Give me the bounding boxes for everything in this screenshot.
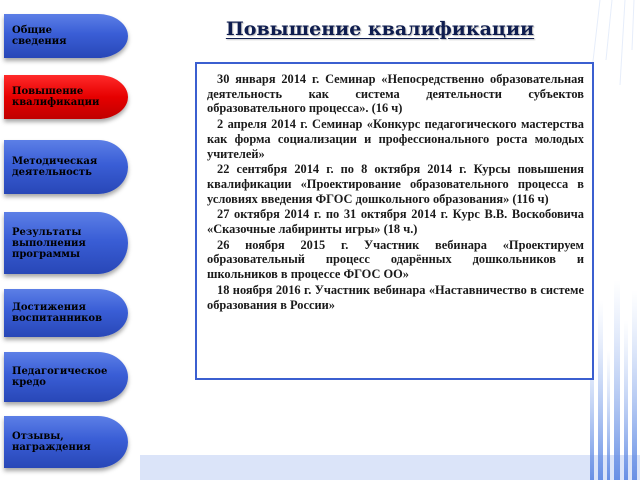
paragraph: 27 октября 2014 г. по 31 октября 2014 г. Курс В.В. Воскобовича «Сказочные лабиринты игры» (18 ч.) <box>207 207 584 237</box>
paragraph: 2 апреля 2014 г. Семинар «Конкурс педагогического мастерства как форма социализации и профессионального роста молодых учителей» <box>207 117 584 161</box>
sidebar-item-general-info[interactable] <box>4 14 128 58</box>
sidebar-item-pedagogical-credo[interactable] <box>4 352 128 402</box>
content-box <box>195 62 594 380</box>
sidebar-item-label: Общие сведения <box>12 25 67 47</box>
sidebar-item-qualification[interactable] <box>4 75 128 119</box>
paragraph: 30 января 2014 г. Семинар «Непосредственно образовательная деятельность как система деятельности субъектов образовательного процесса». (16 ч) <box>207 72 584 116</box>
paragraph: 22 сентября 2014 г. по 8 октября 2014 г. Курсы повышения квалификации «Проектирование образовательного процесса в условиях введения ФГОС дошкольного образования» (116 ч) <box>207 162 584 206</box>
paragraph: 18 ноября 2016 г. Участник вебинара «Наставничество в системе образования в России» <box>207 282 584 312</box>
sidebar-item-program-results[interactable] <box>4 212 128 274</box>
sidebar-item-label: Педагогическое кредо <box>12 366 108 388</box>
sidebar-item-methodical-activity[interactable] <box>4 140 128 194</box>
sidebar-item-label: Методическая деятельность <box>12 156 98 178</box>
paragraph: 26 ноября 2015 г. Участник вебинара «Проектируем образовательный процесс одарённых дошкольников и школьников в процессе ФГОС ОО» <box>207 237 584 282</box>
sidebar-item-label: Достижения воспитанников <box>12 302 103 324</box>
sidebar-item-label: Результаты выполнения программы <box>12 226 86 260</box>
sidebar-nav <box>0 0 140 480</box>
sidebar-item-label: Повышение квалификации <box>12 86 100 108</box>
page-title: Повышение квалификации <box>225 18 535 40</box>
sidebar-item-pupil-achievements[interactable] <box>4 289 128 337</box>
sidebar-item-reviews-awards[interactable] <box>4 416 128 468</box>
sidebar-item-label: Отзывы, награждения <box>12 431 91 453</box>
